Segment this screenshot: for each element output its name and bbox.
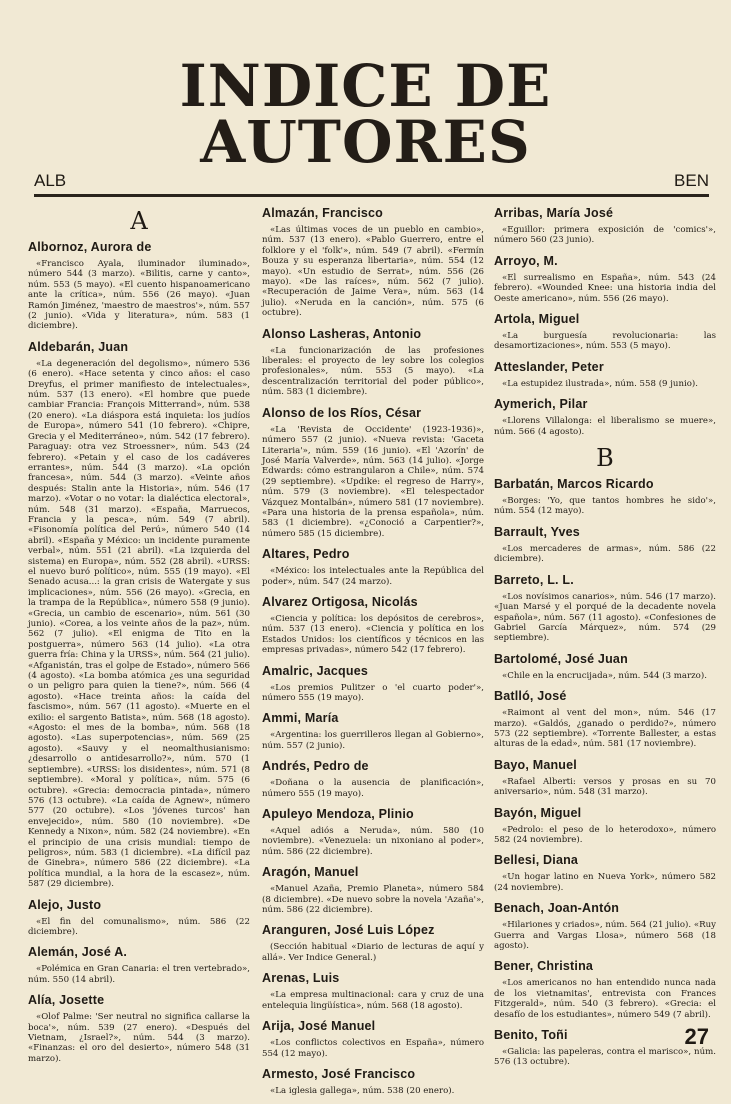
author-name: Bayón, Miguel xyxy=(494,805,582,820)
index-entry xyxy=(494,573,716,644)
index-entry xyxy=(262,971,484,1011)
article-list: «Los mercaderes de armas», núm. 586 (22 diciembre). xyxy=(494,543,716,565)
index-entry xyxy=(28,993,250,1064)
author-name: Barbatán, Marcos Ricardo xyxy=(494,477,654,492)
index-entry xyxy=(262,923,484,963)
index-entry xyxy=(28,240,250,332)
article-list: «Los americanos no han entendido nunca nada de los vietnamitas', entrevista con Frances Fitzgerald», núm. 540 (3 febrero). «Grecia: el desafío de los estudiantes», número 549 (7 abril). xyxy=(494,978,716,1020)
article-list: «Un hogar latino en Nueva York», número 582 (24 noviembre). xyxy=(494,872,716,893)
author-name: Barrault, Yves xyxy=(494,524,580,539)
article-list: «La degeneración del degolismo», número 536 (6 enero). «Hace setenta y cinco años: el caso Dreyfus, el primer manifiesto de intelectuales», núm. 537 (13 enero). «El hombre que puede cambiar Francia: François Mitterrand», núm. 538 (20 enero). «La diáspora está inquieta: los judíos de Europa», número 541 (10 febrero). «Chipre, Grecia y el Mediterráneo», núm. 542 (17 febrero). Paraguay: otra vez Stroessner», núm. 543 (24 febrero). «Petain y el caso de los cadáveres errantes», núm. 544 (3 marzo). «La opción francesa», núm. 544 (3 marzo). «Veinte años después: Stalin ante la Historia», núm. 546 (17 marzo). «Votar o no votar: la dialéctica electoral», núm. 548 (31 marzo). «España, Marruecos, Francia y la pesca», núm. 549 (7 abril). «Fisonomía política del Perú», número 540 (14 abril). «España y México: un incidente puramente verbal», núm. 551 (21 abril). «La izquierda del sistema) en Europa», núm. 552 (28 abril). «URSS: el nuevo buró político», núm. 555 (19 mayo). «El Senado acusa...: la gran crisis de Watergate y sus implicaciones», núm. 556 (26 mayo). «Grecia, en la trampa de la República», número 558 (9 junio). «Grecia, un cambio de escenario», núm. 561 (30 junio). «Corea, a los veinte años de la paz», núm. 562 (7 julio). «El enigma de Tito en la postguerra», número 563 (14 julio). «La otra guerra fría: China y la URSS», núm. 564 (21 julio). «Afganistán, tras el golpe de Estado», número 566 (4 agosto). «La bomba atómica ¿es una seguridad o un peligro para quien la tiene?», núm. 566 (4 agosto). «Hace treinta años: la caída del fascismo», núm. 567 (11 agosto). «Muerte en el exilio: el sargento Batista», núm. 568 (18 agosto). «Agosto: el mes de la bomba», núm. 568 (18 agosto). «Las superpotencias», núm. 569 (25 agosto). «Sauvy y el neomalthusianismo: ¿desarrollo o antidesarrollo?», núm. 570 (1 septiembre). «URSS: los disidentes», núm. 571 (8 septiembre). «Moral y política», núm. 575 (6 octubre). «Grecia: democracia pintada», número 576 (13 octubre). «La caída de Agnew», número 577 (20 octubre). «Los 'jóvenes turcos' han envejecido», núm. 580 (10 noviembre). «De Kennedy a Nixon», núm. 582 (24 noviembre). «En el principio de una crisis mundial: tiempo de peligros», núm. 583 (1 diciembre). «La difícil paz de Ginebra», número 586 (22 diciembre). «La política mundial, a la hora de la escasez», núm. 587 (29 diciembre). xyxy=(28,358,250,890)
article-list: «Olof Palme: 'Ser neutral no significa callarse la boca'», núm. 539 (27 enero). «Después del Vietnam, ¿Israel?», núm. 544 (3 marzo). «Finanzas: el oro del desierto», número 548 (31 marzo). xyxy=(28,1012,250,1064)
article-list: «México: los intelectuales ante la República del poder», núm. 547 (24 marzo). xyxy=(262,566,484,587)
author-name: Artola, Miguel xyxy=(494,312,580,327)
author-name: Alía, Josette xyxy=(28,993,105,1008)
author-name: Benito, Toñi xyxy=(494,1028,568,1043)
author-name: Andrés, Pedro de xyxy=(262,759,369,774)
article-list: «Eguillor: primera exposición de 'comics'», número 560 (23 junio). xyxy=(494,225,716,246)
author-name: Altares, Pedro xyxy=(262,547,350,562)
author-name: Amalric, Jacques xyxy=(262,663,369,678)
index-entry xyxy=(262,595,484,656)
article-list: «Raimont al vent del mon», núm. 546 (17 marzo). «Galdós, ¿ganado o perdido?», número 573 (22 septiembre). «Torrente Ballester, a estas alturas de la edad», núm. 581 (17 noviembre). xyxy=(494,708,716,750)
page-number: 27 xyxy=(684,1024,709,1049)
index-column-2 xyxy=(262,206,484,1104)
running-head-right: BEN xyxy=(674,171,709,190)
author-name: Aldebarán, Juan xyxy=(28,339,129,354)
index-entry xyxy=(494,206,716,246)
article-list: «Las últimas voces de un pueblo en cambio», núm. 537 (13 enero). «Pablo Guerrero, entre el folklore y el 'folk'», núm. 549 (7 abril). «Fermín Bouza y su esperanza libertaria», núm. 554 (12 mayo). «Un estudio de Serrat», núm. 556 (26 mayo). «De las raíces», núm. 562 (7 julio). «Recuperación de Jaime Vera», núm. 563 (14 julio). «Neruda en la canción», núm. 575 (6 octubre). xyxy=(262,225,484,319)
index-entry xyxy=(28,898,250,938)
author-name: Albornoz, Aurora de xyxy=(28,240,152,254)
author-name: Aymerich, Pilar xyxy=(494,397,588,412)
article-list: «Chile en la encrucijada», núm. 544 (3 marzo). xyxy=(502,670,707,681)
index-entry xyxy=(494,652,716,681)
article-list: «El surrealismo en España», núm. 543 (24 febrero). «Wounded Knee: una historia india del Oeste americano», núm. 556 (26 mayo). xyxy=(494,272,716,304)
index-entry xyxy=(494,901,716,951)
title-line-2: AUTORES xyxy=(200,108,531,176)
article-list: «Argentina: los guerrilleros llegan al Gobierno», núm. 557 (2 junio). xyxy=(262,730,484,751)
author-name: Bayo, Manuel xyxy=(494,757,577,772)
index-entry xyxy=(262,865,484,915)
index-entry xyxy=(262,711,484,751)
article-list: «Llorens Villalonga: el liberalismo se muere», núm. 566 (4 agosto). xyxy=(494,416,716,437)
index-entry xyxy=(262,1067,484,1096)
author-name: Alejo, Justo xyxy=(28,897,102,912)
author-name: Atteslander, Peter xyxy=(494,359,604,374)
index-entry xyxy=(262,807,484,857)
article-list: «El fin del comunalismo», núm. 586 (22 diciembre). xyxy=(28,916,250,937)
index-entry xyxy=(494,1028,716,1068)
article-list: «La empresa multinacional: cara y cruz de una entelequia lingüística», núm. 568 (18 agosto). xyxy=(262,990,484,1011)
index-entry xyxy=(494,959,716,1020)
author-name: Aragón, Manuel xyxy=(262,865,359,880)
author-name: Bener, Christina xyxy=(494,959,594,974)
index-entry xyxy=(262,406,484,539)
author-name: Ammi, María xyxy=(262,711,339,726)
author-name: Alonso Lasheras, Antonio xyxy=(262,326,422,341)
title-line-1: INDICE DE xyxy=(179,52,552,120)
index-entry xyxy=(262,664,484,704)
article-list: «Los conflictos colectivos en España», número 554 (12 mayo). xyxy=(262,1038,484,1059)
index-column-3 xyxy=(494,206,716,1076)
article-list: «Hilariones y criados», núm. 564 (21 julio). «Ruy Guerra and Vargas Llosa», número 568 (18 agosto). xyxy=(494,920,716,951)
author-name: Arija, José Manuel xyxy=(262,1019,376,1034)
article-list: (Sección habitual «Diario de lecturas de aquí y allá». Ver Indice General.) xyxy=(262,942,484,963)
article-list: «La 'Revista de Occidente' (1923-1936)», número 557 (2 junio). «Nueva revista: 'Gaceta Literaria'», núm. 559 (16 junio). «El 'Azorín' de José María Valverde», núm. 563 (14 julio). «Jorge Edwards: cómo estrangularon a Chile», núm. 574 (29 septiembre). «Updike: el regreso de Harry», núm. 579 (3 noviembre). «El telespectador Vázquez Montalbán», número 581 (17 noviembre). «Para una historia de la prensa española», núm. 583 (1 diciembre). «¿Conoció a Carpentier?», número 585 (15 diciembre). xyxy=(262,424,484,539)
page-title xyxy=(0,52,731,176)
author-name: Almazán, Francisco xyxy=(262,206,384,220)
author-name: Armesto, José Francisco xyxy=(262,1066,416,1081)
article-list: «Francisco Ayala, iluminador iluminado», número 544 (3 marzo). «Bilitis, carne y canto», núm. 553 (5 mayo). «El cuento hispanoamericano ante la crítica», núm. 556 (26 mayo). «Juan Ramón Jiménez, 'maestro de maestros'», núm. 557 (2 junio). «Vida y literatura», núm. 583 (1 diciembre). xyxy=(28,259,250,332)
author-name: Arroyo, M. xyxy=(494,253,558,268)
index-entry xyxy=(262,759,484,799)
article-list: «La burguesía revolucionaria: las desamortizaciones», núm. 553 (5 mayo). xyxy=(494,331,716,352)
article-list: «Galicia: las papeleras, contra el marisco», núm. 576 (13 octubre). xyxy=(494,1047,716,1068)
author-name: Batlló, José xyxy=(494,689,567,704)
author-name: Alonso de los Ríos, César xyxy=(262,405,422,420)
index-column-1 xyxy=(28,206,250,1072)
article-list: «Los premios Pulitzer o 'el cuarto poder'», número 555 (19 mayo). xyxy=(262,682,484,703)
author-name: Bartolomé, José Juan xyxy=(494,651,628,666)
index-entry xyxy=(494,360,716,389)
running-head xyxy=(34,170,709,197)
index-entry xyxy=(262,327,484,398)
index-entry xyxy=(28,945,250,985)
article-list: «La iglesia gallega», núm. 538 (20 enero). xyxy=(270,1085,455,1096)
author-name: Alvarez Ortigosa, Nicolás xyxy=(262,594,418,609)
article-list: «Doñana o la ausencia de planificación», número 555 (19 mayo). xyxy=(262,778,484,799)
section-letter: B xyxy=(596,444,614,473)
author-name: Apuleyo Mendoza, Plinio xyxy=(262,807,414,822)
article-list: «Manuel Azaña, Premio Planeta», número 584 (8 diciembre). «De nuevo sobre la novela 'Azaña'», núm. 586 (22 diciembre). xyxy=(262,884,484,916)
article-list: «Los novísimos canarios», núm. 546 (17 marzo). «Juan Marsé y el porqué de la decadente novela española», núm. 567 (11 agosto). «Confesiones de Gabriel García Márquez», núm. 574 (29 septiembre). xyxy=(494,591,716,644)
index-entry xyxy=(494,758,716,798)
author-name: Arenas, Luis xyxy=(262,971,340,986)
article-list: «La estupidez ilustrada», núm. 558 (9 junio). xyxy=(502,378,698,389)
article-list: «Aquel adiós a Neruda», núm. 580 (10 noviembre). «Venezuela: un nixoniano al poder», núm. 586 (22 diciembre). xyxy=(262,826,484,857)
section-letter: A xyxy=(130,207,148,235)
author-name: Alemán, José A. xyxy=(28,945,128,960)
index-entry xyxy=(494,806,716,846)
index-entry xyxy=(494,397,716,437)
article-list: «Borges: 'Yo, que tantos hombres he sido'», núm. 554 (12 mayo). xyxy=(494,496,716,517)
article-list: «Polémica en Gran Canaria: el tren vertebrado», núm. 550 (14 abril). xyxy=(28,964,250,985)
author-name: Arribas, María José xyxy=(494,206,614,220)
author-name: Barreto, L. L. xyxy=(494,572,574,587)
article-list: «La funcionarización de las profesiones liberales: el proyecto de ley sobre los colegios profesionales», núm. 553 (5 mayo). «La descentralización territorial del poder público», núm. 583 (1 diciembre). xyxy=(262,345,484,398)
index-entry xyxy=(262,206,484,319)
index-entry xyxy=(262,547,484,587)
index-entry xyxy=(262,1019,484,1059)
index-entry xyxy=(494,689,716,750)
index-entry xyxy=(494,312,716,352)
article-list: «Ciencia y política: los depósitos de cerebros», núm. 537 (13 enero). «Ciencia y política en los Estados Unidos: los científicos y técnicos en las empresas privadas», número 542 (17 febrero). xyxy=(262,613,484,656)
author-name: Aranguren, José Luis López xyxy=(262,923,435,938)
index-entry xyxy=(494,853,716,893)
index-entry xyxy=(494,254,716,304)
article-list: «Pedrolo: el peso de lo heterodoxo», número 582 (24 noviembre). xyxy=(494,824,716,845)
author-name: Bellesi, Diana xyxy=(494,853,579,868)
author-name: Benach, Joan-Antón xyxy=(494,901,620,916)
running-head-left: ALB xyxy=(34,171,67,190)
index-entry xyxy=(494,477,716,517)
index-entry xyxy=(28,340,250,890)
index-entry xyxy=(494,525,716,565)
article-list: «Rafael Alberti: versos y prosas en su 70 aniversario», núm. 548 (31 marzo). xyxy=(494,776,716,798)
